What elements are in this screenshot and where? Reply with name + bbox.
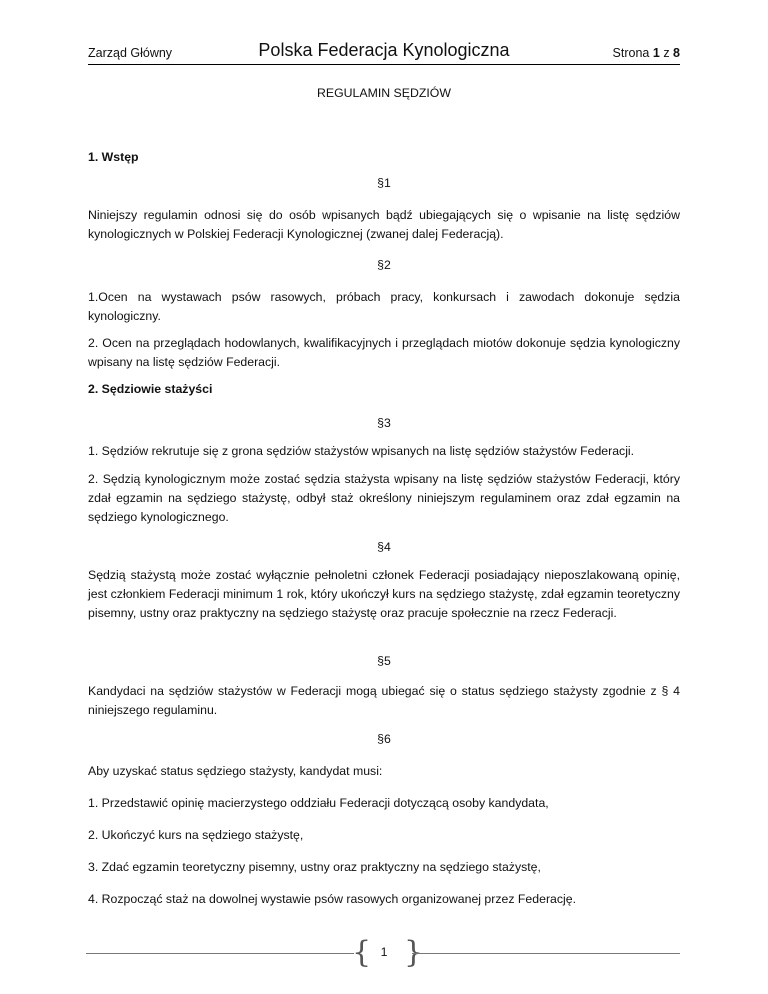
list-item: 1. Przedstawić opinię macierzystego oddziału Federacji dotyczącą osoby kandydata, — [88, 796, 549, 810]
list-item: 3. Zdać egzamin teoretyczny pisemny, ustny oraz praktyczny na sędziego stażystę, — [88, 860, 541, 874]
footer-page-number: 1 — [380, 945, 388, 959]
paragraph-4-text: Sędzią stażystą może zostać wyłącznie pełnoletni członek Federacji posiadający nieposzlakowaną opinię, jest członkiem Federacji minimum 1 rok, który ukończył kurs na sędziego stażystę, zdał egzamin teoretyczny pisemny, ustny oraz praktyczny na sędziego stażystę oraz pracuje społecznie na rzecz Federacji. — [88, 568, 680, 620]
paragraph-1-text: Niniejszy regulamin odnosi się do osób wpisanych bądź ubiegających się o wpisanie na listę sędziów kynologicznych w Polskiej Federacji Kynologicznej (zwanej dalej Federacją). — [88, 208, 680, 241]
paragraph-mark-4: §4 — [377, 540, 391, 554]
paragraph-mark-5: §5 — [377, 654, 391, 668]
paragraph-3-text-2: 2. Sędzią kynologicznym może zostać sędzia stażysta wpisany na listę sędziów stażystów Federacji, który zdał egzamin na sędziego stażystę, odbył staż określony niniejszym regulaminem oraz zdał egzamin na sędziego kynologicznego. — [88, 472, 680, 524]
footer-divider-right — [412, 953, 680, 954]
page-prefix: Strona — [612, 46, 650, 60]
paragraph-3-text-1: 1. Sędziów rekrutuje się z grona sędziów stażystów wpisanych na listę sędziów stażystów Federacji. — [88, 444, 635, 458]
footer-brace-left: { — [352, 935, 372, 970]
paragraph-mark-2: §2 — [377, 258, 391, 272]
header-organization-name: Polska Federacja Kynologiczna — [258, 40, 510, 60]
page-current: 1 — [652, 46, 660, 60]
header-divider — [88, 64, 680, 65]
footer-brace-right: } — [404, 935, 424, 970]
section-heading-1: 1. Wstęp — [88, 150, 139, 164]
header-organization-unit: Zarząd Główny — [88, 46, 173, 60]
list-item: 4. Rozpocząć staż na dowolnej wystawie psów rasowych organizowanej przez Federację. — [88, 892, 577, 906]
page-separator: z — [663, 46, 670, 60]
paragraph-5-text: Kandydaci na sędziów stażystów w Federacji mogą ubiegać się o status sędziego stażysty zgodnie z § 4 niniejszego regulaminu. — [88, 684, 680, 717]
paragraph-6-intro: Aby uzyskać status sędziego stażysty, kandydat musi: — [88, 764, 383, 778]
header-page-indicator — [613, 46, 680, 60]
paragraph-2-text-1: 1.Ocen na wystawach psów rasowych, próbach pracy, konkursach i zawodach dokonuje sędzia kynologiczny. — [88, 290, 680, 323]
paragraph-mark-1: §1 — [377, 176, 391, 190]
page-header — [88, 40, 680, 64]
paragraph-2-text-2: 2. Ocen na przeglądach hodowlanych, kwalifikacyjnych i przeglądach miotów dokonuje sędzia kynologiczny wpisany na listę sędziów Federacji. — [88, 336, 680, 369]
document-title: REGULAMIN SĘDZIÓW — [317, 86, 451, 100]
section-heading-2: 2. Sędziowie stażyści — [88, 382, 213, 396]
paragraph-mark-3: §3 — [377, 416, 391, 430]
paragraph-mark-6: §6 — [377, 732, 391, 746]
footer-divider-left — [86, 953, 354, 954]
list-item: 2. Ukończyć kurs na sędziego stażystę, — [88, 828, 304, 842]
page-total: 8 — [673, 46, 680, 60]
